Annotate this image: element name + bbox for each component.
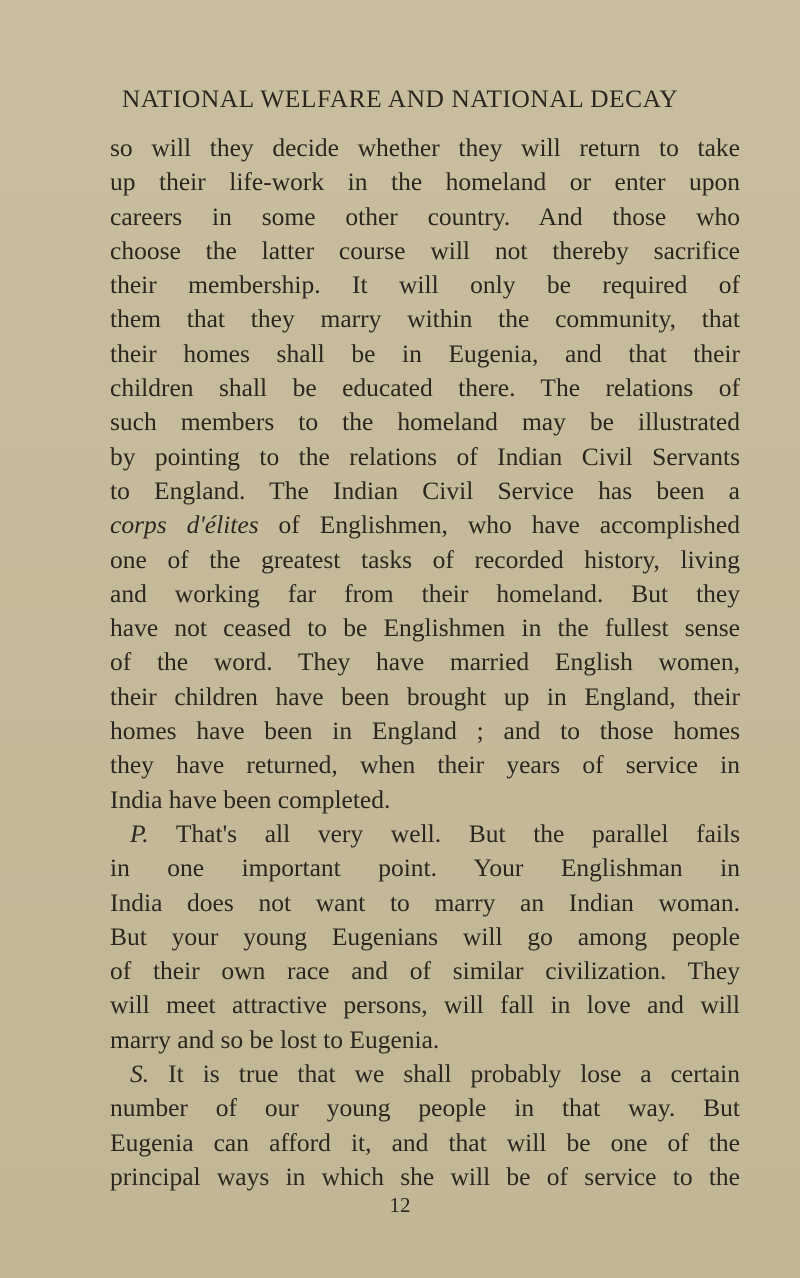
italic-phrase: corps d'élites xyxy=(110,510,259,540)
text-line: number of our young people in that way. But xyxy=(110,1093,740,1123)
line-rest: of Englishmen, who have accomplished xyxy=(258,510,740,540)
text-line: But your young Eugenians will go among people xyxy=(110,921,740,951)
italic-phrase: P. xyxy=(130,818,149,848)
line-rest: It is true that we shall probably lose a certain xyxy=(149,1059,740,1089)
text-line xyxy=(110,508,740,542)
italic-phrase: S. xyxy=(130,1059,150,1089)
text-line: marry and so be lost to Eugenia. xyxy=(110,1024,440,1054)
text-line: by pointing to the relations of Indian Civil Servants xyxy=(110,441,740,471)
page-number: 12 xyxy=(389,1193,411,1217)
text-line xyxy=(110,817,740,851)
text-line: have not ceased to be Englishmen in the fullest sense xyxy=(110,613,740,643)
text-line: such members to the homeland may be illustrated xyxy=(110,407,740,437)
text-line: children shall be educated there. The relations of xyxy=(110,373,740,403)
text-line: of the word. They have married English women, xyxy=(110,647,740,677)
text-line: will meet attractive persons, will fall in love and will xyxy=(110,990,740,1020)
text-line: up their life-work in the homeland or enter upon xyxy=(110,167,740,197)
text-line: homes have been in England ; and to those homes xyxy=(110,716,740,746)
text-line: choose the latter course will not thereby sacrifice xyxy=(110,235,740,265)
line-rest: That's all very well. But the parallel fails xyxy=(148,818,740,848)
text-line: their homes shall be in Eugenia, and that their xyxy=(110,338,740,368)
text-line: principal ways in which she will be of service to the xyxy=(110,1161,740,1191)
text-line: and working far from their homeland. But they xyxy=(110,578,740,608)
text-line xyxy=(110,1057,740,1091)
text-line: so will they decide whether they will return to take xyxy=(110,133,740,162)
text-line: Eugenia can afford it, and that will be one of the xyxy=(110,1127,740,1157)
text-line: careers in some other country. And those who xyxy=(110,201,740,231)
text-line: in one important point. Your Englishman in xyxy=(110,853,740,883)
text-line: their membership. It will only be required of xyxy=(110,270,740,300)
text-line: their children have been brought up in England, their xyxy=(110,681,740,711)
body-text xyxy=(110,131,740,1194)
text-line: them that they marry within the community, that xyxy=(110,304,740,334)
text-line: India have been completed. xyxy=(110,784,391,814)
running-header: NATIONAL WELFARE AND NATIONAL DECAY xyxy=(121,84,679,113)
text-line: India does not want to marry an Indian woman. xyxy=(110,887,740,917)
text-line: one of the greatest tasks of recorded history, living xyxy=(110,544,740,574)
text-line: of their own race and of similar civilization. They xyxy=(110,956,740,986)
text-line: to England. The Indian Civil Service has been a xyxy=(110,475,740,505)
text-line: they have returned, when their years of service in xyxy=(110,750,740,780)
